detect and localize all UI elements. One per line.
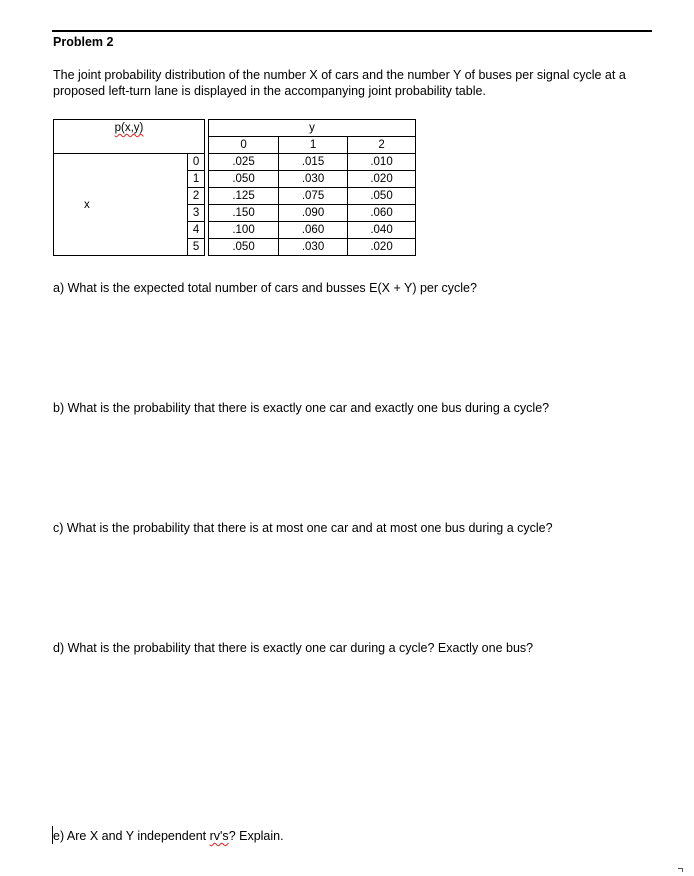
problem-intro (53, 67, 653, 99)
y-header-1: 1 (279, 137, 348, 154)
top-rule (52, 30, 652, 32)
question-e-word: rv's (209, 829, 229, 843)
intro-line-1: The joint probability distribution of the number X of cars and the number Y of buses per signal cycle at a (53, 68, 626, 82)
question-e (53, 829, 284, 843)
p-1-2: .020 (348, 171, 416, 188)
x-value-2: 2 (188, 188, 205, 205)
corner-label-cell (54, 120, 205, 154)
y-header-0: 0 (209, 137, 279, 154)
y-label: y (209, 120, 416, 137)
question-d: d) What is the probability that there is exactly one car during a cycle? Exactly one bus? (53, 641, 534, 655)
p-5-0: .050 (209, 239, 279, 256)
p-1-1: .030 (279, 171, 348, 188)
question-e-suffix: ? Explain. (228, 829, 284, 843)
p-4-0: .100 (209, 222, 279, 239)
p-3-0: .150 (209, 205, 279, 222)
p-1-0: .050 (209, 171, 279, 188)
x-value-1: 1 (188, 171, 205, 188)
p-3-1: .090 (279, 205, 348, 222)
corner-label: p(x,y) (114, 122, 144, 134)
question-e-prefix: e) Are X and Y independent (53, 829, 210, 843)
intro-line-2: proposed left-turn lane is displayed in the accompanying joint probability table. (53, 84, 486, 98)
p-0-0: .025 (209, 154, 279, 171)
question-b: b) What is the probability that there is exactly one car and exactly one bus during a cycle? (53, 401, 550, 415)
x-label: x (54, 154, 188, 256)
x-value-5: 5 (188, 239, 205, 256)
joint-probability-table (53, 119, 415, 259)
problem-title: Problem 2 (53, 35, 114, 49)
p-4-2: .040 (348, 222, 416, 239)
p-0-1: .015 (279, 154, 348, 171)
p-2-1: .075 (279, 188, 348, 205)
y-header-2: 2 (348, 137, 416, 154)
x-value-0: 0 (188, 154, 205, 171)
x-value-3: 3 (188, 205, 205, 222)
p-5-2: .020 (348, 239, 416, 256)
page-corner-mark (678, 868, 683, 872)
p-0-2: .010 (348, 154, 416, 171)
p-4-1: .060 (279, 222, 348, 239)
p-3-2: .060 (348, 205, 416, 222)
question-a: a) What is the expected total number of cars and busses E(X + Y) per cycle? (53, 281, 477, 295)
question-c: c) What is the probability that there is at most one car and at most one bus during a cycle? (53, 521, 553, 535)
p-5-1: .030 (279, 239, 348, 256)
x-value-4: 4 (188, 222, 205, 239)
p-2-0: .125 (209, 188, 279, 205)
p-2-2: .050 (348, 188, 416, 205)
